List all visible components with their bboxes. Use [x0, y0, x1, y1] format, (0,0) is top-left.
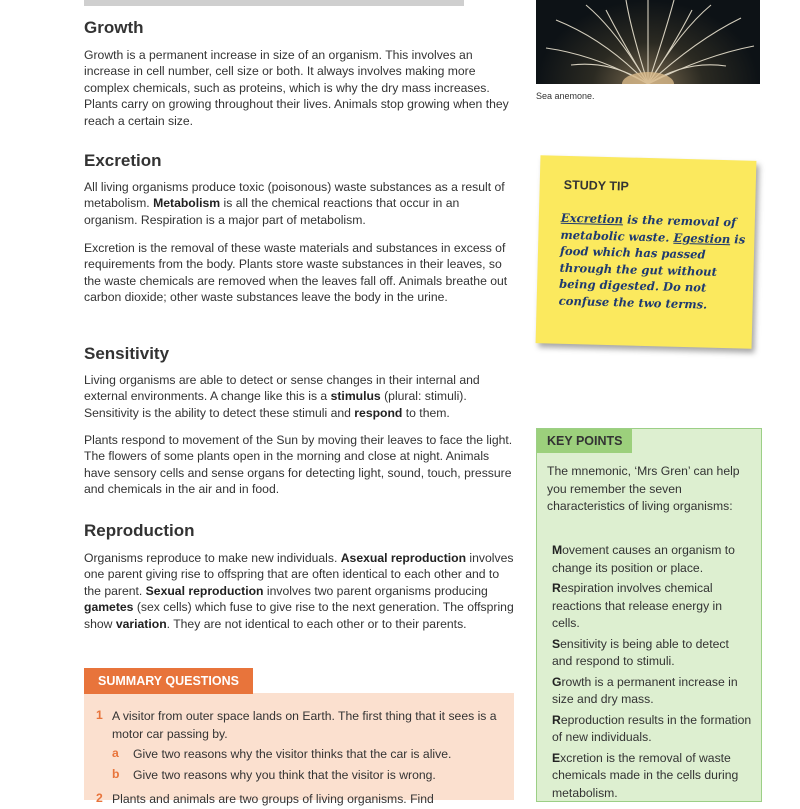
- excretion-paragraph-1: All living organisms produce toxic (poisonous) waste substances as a result of metabolism. Metabolism is all the chemical reactions that occur in an organism. Respiration is a major part of metabolism.: [84, 180, 505, 227]
- reproduction-paragraph: Organisms reproduce to make new individuals. Asexual reproduction involves one parent giving rise to offspring that are often identical to each other and to the parent. Sexual reproduction involves two parent organisms producing gametes (sex cells) which fuse to give rise to the next generation. The offspring show variation. They are not identical to each other or to their parents.: [84, 551, 514, 631]
- term-sexual-reproduction: Sexual reproduction: [145, 583, 264, 598]
- key-points-intro: The mnemonic, ‘Mrs Gren’ can help you remember the seven characteristics of living organisms:: [547, 464, 740, 513]
- key-point-item: Movement causes an organism to change its position or place.: [552, 543, 735, 575]
- sensitivity-paragraph-1: Living organisms are able to detect or sense changes in their internal and external environments. A change like this is a stimulus (plural: stimuli). Sensitivity is the ability to detect these stimuli and respond to them.: [84, 373, 480, 420]
- summary-questions-title: SUMMARY QUESTIONS: [84, 668, 253, 694]
- previous-text-line: [84, 0, 464, 6]
- study-tip-title: STUDY TIP: [563, 177, 629, 194]
- question-2-number: 2: [96, 791, 103, 805]
- growth-text: Growth is a permanent increase in size of an organism. This involves an increase in cell number, cell size or both. It always involves making more complex chemicals, such as proteins, which is why the dry mass increases. Plants carry on growing throughout their lives. Animals stop growing when they reach a certain size.: [84, 48, 509, 128]
- question-1b-label: b: [112, 767, 120, 781]
- key-point-item: Respiration involves chemical reactions that release energy in cells.: [552, 581, 723, 630]
- key-point-item: Sensitivity is being able to detect and respond to stimuli.: [552, 636, 729, 668]
- key-points-title: KEY POINTS: [537, 429, 632, 453]
- key-points-list: [552, 542, 752, 805]
- excretion-paragraph-2: Excretion is the removal of these waste materials and substances in excess of requirements from the body. Plants store waste substances in their leaves, so the waste chemicals are removed when the leaves fall off. Animals breathe out carbon dioxide; other waste substances leave the body in the urine.: [84, 241, 508, 305]
- question-1a-text: Give two reasons why the visitor thinks that the car is alive.: [133, 747, 452, 761]
- term-variation: variation: [115, 616, 167, 631]
- study-tip-note: [536, 155, 757, 349]
- question-1-text: A visitor from outer space lands on Earth. The first thing that it sees is a motor car passing by.: [112, 709, 497, 741]
- key-point-item: Reproduction results in the formation of new individuals.: [552, 712, 752, 744]
- term-respond: respond: [354, 405, 403, 420]
- key-point-item: Growth is a permanent increase in size and dry mass.: [552, 674, 738, 706]
- excretion-heading: Excretion: [84, 151, 162, 170]
- term-metabolism: Metabolism: [153, 196, 221, 211]
- photo-caption: Sea anemone.: [536, 91, 595, 101]
- question-2-text: Plants and animals are two groups of living organisms. Find: [112, 792, 434, 806]
- sea-anemone-photo: [536, 0, 760, 84]
- reproduction-heading: Reproduction: [84, 521, 195, 540]
- term-asexual-reproduction: Asexual reproduction: [340, 551, 467, 565]
- sensitivity-heading: Sensitivity: [84, 344, 170, 363]
- question-1b-text: Give two reasons why you think that the visitor is wrong.: [133, 768, 436, 782]
- question-1a-label: a: [112, 746, 119, 760]
- question-1-number: 1: [96, 708, 103, 722]
- sensitivity-paragraph-2: Plants respond to movement of the Sun by moving their leaves to face the light. The flowers of some plants open in the morning and close at night. Animals have sensory cells and sense organs for detecting light, sound, touch, pressure and chemicals in the air and in food.: [84, 433, 513, 497]
- term-gametes: gametes: [84, 600, 134, 615]
- key-points-box: [536, 428, 762, 802]
- study-tip-text: Excretion is the removal of metabolic waste. Egestion is food which has passed through the gut without being digested. Do not confuse the two terms.: [558, 210, 746, 312]
- growth-heading: Growth: [84, 18, 144, 37]
- key-point-item: Excretion is the removal of waste chemicals made in the cells during metabolism.: [552, 750, 739, 800]
- term-stimulus: stimulus: [330, 389, 381, 404]
